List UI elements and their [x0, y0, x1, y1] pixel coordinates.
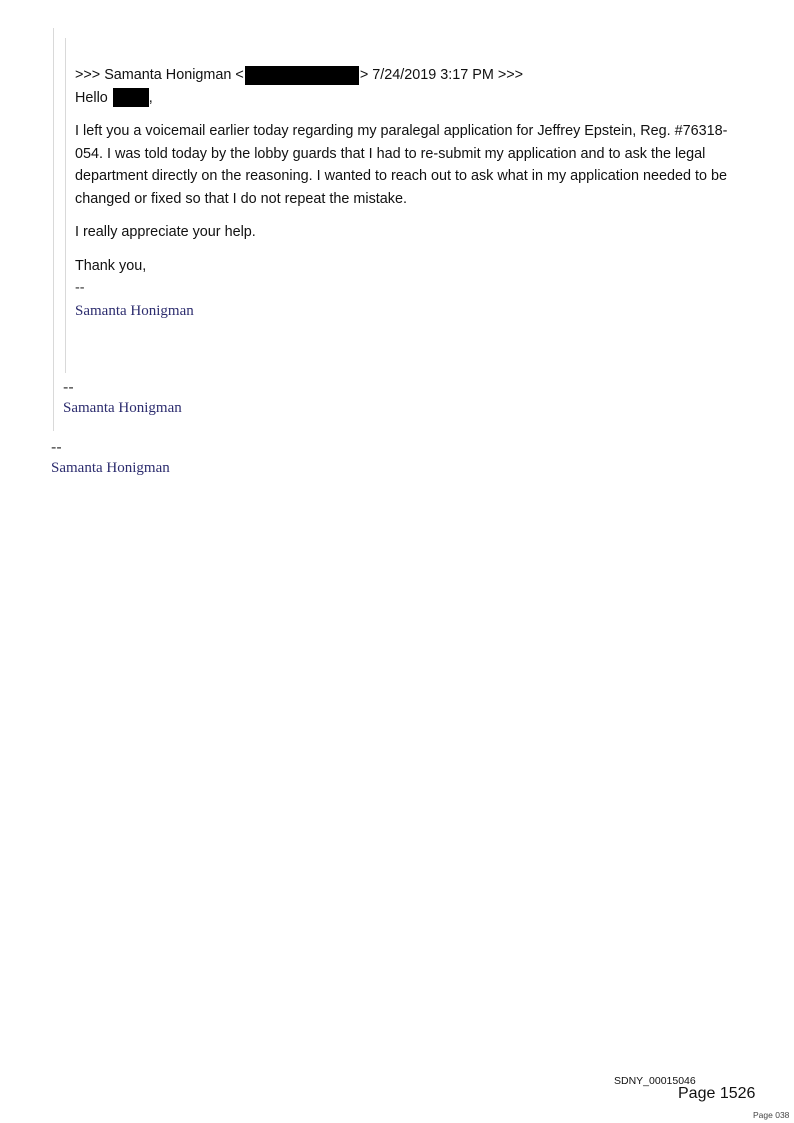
signature-name: Samanta Honigman [63, 400, 182, 416]
signature-name: Samanta Honigman [51, 460, 170, 476]
greeting-line [75, 87, 755, 110]
greeting-punctuation: , [148, 89, 153, 106]
bates-number: SDNY_00015046 [614, 1075, 696, 1087]
signature-name: Samanta Honigman [75, 302, 194, 319]
signature-dash: -- [75, 280, 85, 296]
signature-block-3 [51, 437, 170, 479]
page-number: Page 1526 [678, 1085, 756, 1102]
closing-line: Thank you, [75, 257, 147, 274]
greeting-text: Hello [75, 89, 108, 106]
email-body-paragraph: I left you a voicemail earlier today regarding my paralegal application for Jeffrey Epstein, Reg. #76318-054. I was told today by the lobby guards that I had to re-submit my application and to ask the legal department directly on the reasoning. I wanted to reach out to ask what in my application needed to be changed or fixed so that I do not repeat the mistake. [75, 123, 728, 207]
signature-dash: -- [63, 379, 74, 396]
email-header-prefix: >>> Samanta Honigman < [75, 67, 244, 83]
appreciation-line: I really appreciate your help. [75, 224, 256, 240]
email-header-line [75, 64, 755, 87]
email-header-suffix: > 7/24/2019 3:17 PM >>> [359, 67, 524, 83]
signature-dash: -- [51, 439, 62, 456]
quote-border-outer [53, 28, 54, 431]
signature-block-2 [63, 377, 182, 419]
page-number-small: Page 038 [753, 1110, 790, 1120]
redacted-email-address [245, 66, 359, 85]
quote-border-inner [65, 38, 66, 373]
quoted-email-message [75, 64, 755, 322]
redacted-recipient-name [113, 88, 149, 107]
